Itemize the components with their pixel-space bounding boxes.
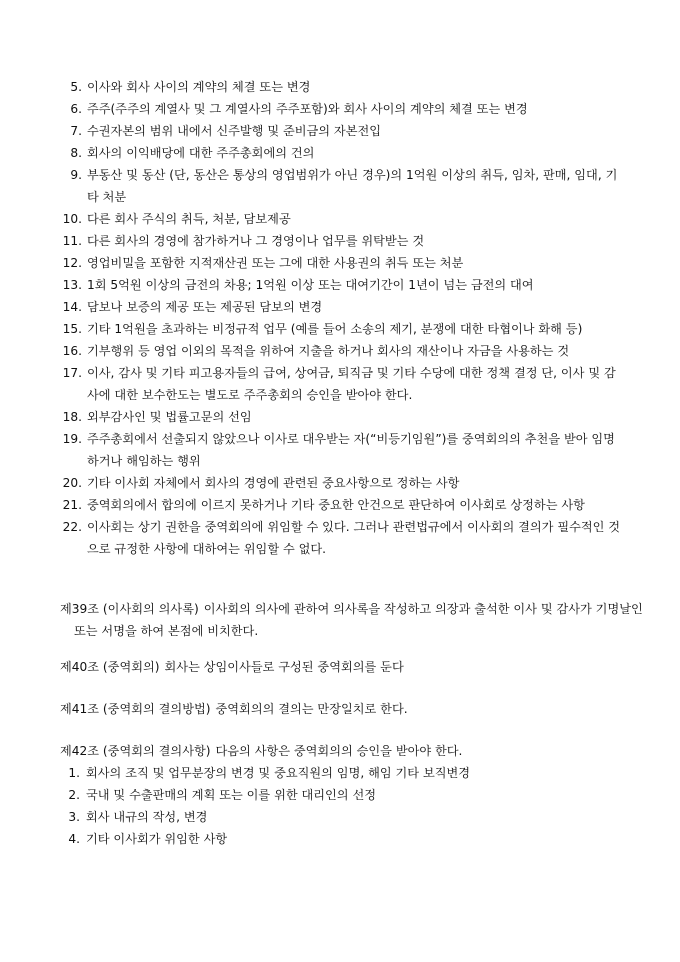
item-text: 기부행위 등 영업 이외의 목적을 위하여 지출을 하거나 회사의 재산이나 자금을 사용하는 것: [87, 344, 570, 358]
list-item: [60, 98, 630, 120]
item-number: 13.: [62, 278, 82, 292]
item-text: 외부감사인 및 법률고문의 선임: [87, 410, 252, 424]
article-41: [60, 698, 646, 720]
item-number: 8.: [70, 146, 82, 160]
list-item: [60, 142, 630, 164]
article-42-items: [0, 762, 640, 850]
item-number: 10.: [62, 212, 82, 226]
item-number: 11.: [62, 234, 82, 248]
list-item: [60, 120, 630, 142]
article-39: [60, 598, 646, 642]
item-number: 18.: [62, 410, 82, 424]
item-number: 4.: [68, 832, 80, 846]
list-item: [0, 828, 640, 850]
list-item: [60, 516, 630, 560]
list-item: [60, 428, 630, 472]
list-item: [60, 76, 630, 98]
article-heading: 제41조 (중역회의 결의방법): [60, 702, 211, 716]
item-number: 16.: [62, 344, 82, 358]
item-number: 12.: [62, 256, 82, 270]
item-text: 중역회의에서 합의에 이르지 못하거나 기타 중요한 안건으로 판단하여 이사회로 상정하는 사항: [87, 498, 585, 512]
item-number: 3.: [68, 810, 80, 824]
item-text: 영업비밀을 포함한 지적재산권 또는 그에 대한 사용권의 취득 또는 처분: [87, 256, 464, 270]
item-number: 2.: [68, 788, 80, 802]
item-text: 회사 내규의 작성, 변경: [86, 810, 208, 824]
list-item: [60, 274, 630, 296]
item-number: 1.: [68, 766, 80, 780]
item-text: 주주총회에서 선출되지 않았으나 이사로 대우받는 자(“비등기임원”)를 중역회의의 추천을 받아 임명하거나 해임하는 행위: [87, 432, 615, 468]
item-text: 이사회는 상기 권한을 중역회의에 위임할 수 있다. 그러나 관련법규에서 이사회의 결의가 필수적인 것으로 규정한 사항에 대하여는 위임할 수 없다.: [87, 520, 621, 556]
list-item: [60, 164, 630, 208]
article-40: [60, 656, 646, 678]
list-item: [60, 318, 630, 340]
item-number: 5.: [70, 80, 82, 94]
list-item: [60, 362, 630, 406]
list-item: [60, 494, 630, 516]
item-text: 국내 및 수출판매의 계획 또는 이를 위한 대리인의 선정: [86, 788, 377, 802]
item-number: 21.: [62, 498, 82, 512]
article-heading: 제39조 (이사회의 의사록): [60, 602, 199, 616]
item-text: 기타 1억원을 초과하는 비정규적 업무 (예를 들어 소송의 제기, 분쟁에 대한 타협이나 화해 등): [87, 322, 583, 336]
item-text: 부동산 및 동산 (단, 동산은 통상의 영업범위가 아닌 경우)의 1억원 이상의 취득, 임차, 판매, 임대, 기타 처분: [87, 168, 618, 204]
item-number: 15.: [62, 322, 82, 336]
item-text: 이사, 감사 및 기타 피고용자들의 급여, 상여금, 퇴직금 및 기타 수당에 대한 정책 결정 단, 이사 및 감사에 대한 보수한도는 별도로 주주총회의 승인을 받아야 한다.: [87, 366, 616, 402]
item-text: 회사의 조직 및 업무분장의 변경 및 중요직원의 임명, 해임 기타 보직변경: [86, 766, 471, 780]
item-text: 1회 5억원 이상의 금전의 차용; 1억원 이상 또는 대여기간이 1년이 넘는 금전의 대여: [87, 278, 534, 292]
item-number: 6.: [70, 102, 82, 116]
list-item: [60, 406, 630, 428]
list-item: [0, 806, 640, 828]
article-42: [60, 740, 646, 762]
item-text: 회사의 이익배당에 대한 주주총회에의 건의: [87, 146, 315, 160]
item-text: 담보나 보증의 제공 또는 제공된 담보의 변경: [87, 300, 323, 314]
article-body: 다음의 사항은 중역회의의 승인을 받아야 한다.: [215, 744, 463, 758]
list-item: [60, 472, 630, 494]
list-item: [60, 208, 630, 230]
item-text: 기타 이사회 자체에서 회사의 경영에 관련된 중요사항으로 정하는 사항: [87, 476, 460, 490]
item-number: 14.: [62, 300, 82, 314]
item-number: 22.: [62, 520, 82, 534]
list-item: [60, 252, 630, 274]
list-item: [60, 230, 630, 252]
article-heading: 제40조 (중역회의): [60, 660, 160, 674]
item-text: 다른 회사의 경영에 참가하거나 그 경영이나 업무를 위탁받는 것: [87, 234, 425, 248]
item-number: 20.: [62, 476, 82, 490]
item-text: 주주(주주의 계열사 및 그 계열사의 주주포함)와 회사 사이의 계약의 체결 또는 변경: [87, 102, 528, 116]
article-heading: 제42조 (중역회의 결의사항): [60, 744, 211, 758]
list-item: [60, 340, 630, 362]
item-text: 기타 이사회가 위임한 사항: [86, 832, 228, 846]
item-text: 다른 회사 주식의 취득, 처분, 담보제공: [87, 212, 291, 226]
article-body: 중역회의의 결의는 만장일치로 한다.: [215, 702, 408, 716]
list-item: [0, 762, 640, 784]
article-body: 회사는 상임이사들로 구성된 중역회의를 둔다: [164, 660, 404, 674]
list-item: [60, 296, 630, 318]
item-number: 17.: [62, 366, 82, 380]
list-item: [0, 784, 640, 806]
item-text: 수권자본의 범위 내에서 신주발행 및 준비금의 자본전입: [87, 124, 382, 138]
article-items-list: [60, 76, 630, 560]
item-number: 7.: [70, 124, 82, 138]
item-text: 이사와 회사 사이의 계약의 체결 또는 변경: [87, 80, 311, 94]
item-number: 9.: [70, 168, 82, 182]
item-number: 19.: [62, 432, 82, 446]
article-body: 이사회의 의사에 관하여 의사록을 작성하고 의장과 출석한 이사 및 감사가 기명날인 또는 서명을 하여 본점에 비치한다.: [74, 602, 643, 638]
